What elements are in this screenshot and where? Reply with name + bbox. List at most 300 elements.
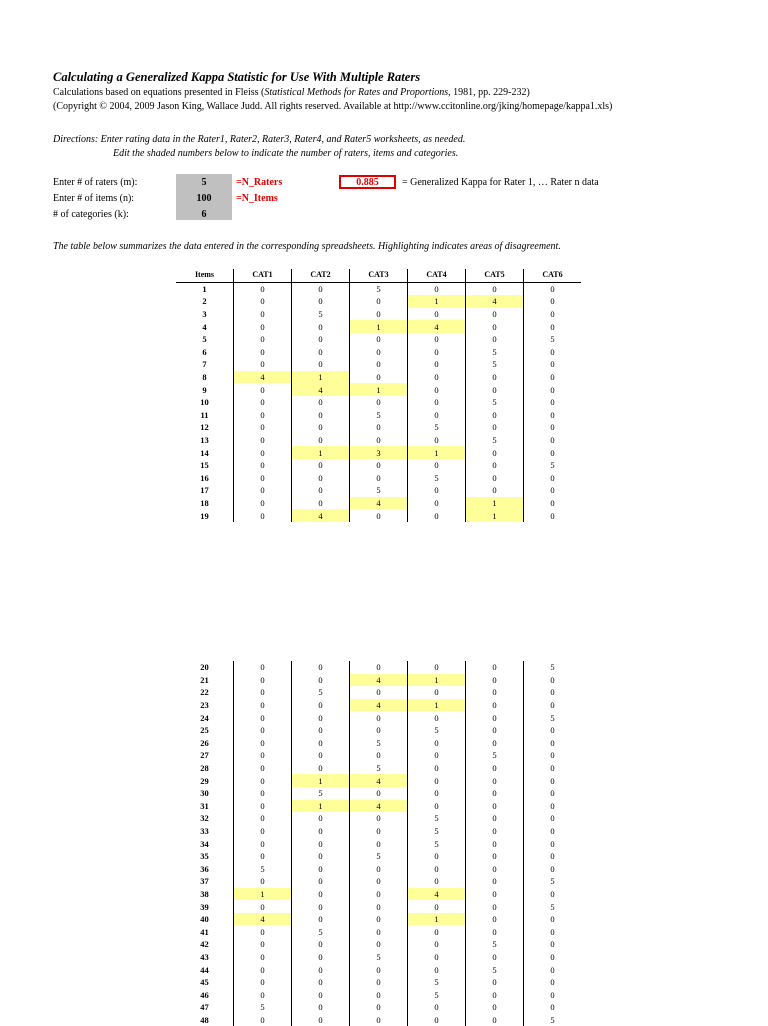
table-row	[176, 938, 581, 951]
cat4-count: 0	[408, 774, 466, 787]
cat6-count: 0	[550, 863, 555, 874]
cat4-count: 0	[408, 459, 466, 472]
cat4-count: 0	[408, 686, 466, 699]
item-number: 21	[176, 674, 234, 687]
cat3-count: 0	[350, 1001, 408, 1014]
cat2-count: 0	[292, 900, 350, 913]
table-row	[176, 282, 581, 295]
cat4-count: 0	[408, 434, 466, 447]
calculation-basis	[53, 87, 530, 98]
cat6-count: 0	[550, 687, 555, 698]
table-row	[176, 800, 581, 813]
cat4-count: 0	[408, 383, 466, 396]
cat4-count: 0	[408, 497, 466, 510]
item-number: 39	[176, 900, 234, 913]
item-number: 2	[176, 295, 234, 308]
cat6-count: 0	[550, 409, 555, 420]
cat6-count: 0	[550, 1002, 555, 1013]
cat3-count: 4	[350, 774, 408, 787]
table-row	[176, 837, 581, 850]
cat3-count: 5	[350, 951, 408, 964]
cat1-count: 0	[234, 938, 292, 951]
cat6-count: 0	[550, 826, 555, 837]
cat1-count: 0	[234, 383, 292, 396]
cat2-count: 0	[292, 737, 350, 750]
cat5-count: 0	[466, 661, 524, 674]
cat1-count: 0	[234, 737, 292, 750]
cat5-count: 0	[466, 472, 524, 485]
cat1-count: 0	[234, 951, 292, 964]
item-number: 27	[176, 749, 234, 762]
cat6-count: 0	[550, 951, 555, 962]
cat2-count: 0	[292, 837, 350, 850]
cat3-count: 4	[350, 497, 408, 510]
item-number: 23	[176, 699, 234, 712]
cat5-count: 0	[466, 446, 524, 459]
item-number: 36	[176, 863, 234, 876]
cat1-count: 0	[234, 774, 292, 787]
categories-label: # of categories (k):	[53, 209, 129, 220]
item-number: 43	[176, 951, 234, 964]
item-number: 22	[176, 686, 234, 699]
cat3-count: 0	[350, 1014, 408, 1026]
cat6-count: 0	[550, 775, 555, 786]
table-row	[176, 320, 581, 333]
table-row	[176, 699, 581, 712]
item-number: 24	[176, 711, 234, 724]
table-row	[176, 963, 581, 976]
cat5-count: 0	[466, 711, 524, 724]
cat3-count: 0	[350, 724, 408, 737]
cat4-count: 0	[408, 900, 466, 913]
cat3-count: 0	[350, 509, 408, 522]
cat3-count: 4	[350, 800, 408, 813]
cat3-count: 5	[350, 762, 408, 775]
cat5-count: 0	[466, 875, 524, 888]
cat6-count: 0	[550, 977, 555, 988]
cat5-count: 0	[466, 900, 524, 913]
item-number: 6	[176, 346, 234, 359]
table-row	[176, 409, 581, 422]
cat2-count: 4	[292, 509, 350, 522]
cat1-count: 0	[234, 434, 292, 447]
cat4-count: 0	[408, 282, 466, 295]
cat6-count: 0	[550, 838, 555, 849]
cat2-count: 0	[292, 850, 350, 863]
cat6-count: 0	[550, 989, 555, 1000]
cat5-count: 5	[466, 346, 524, 359]
table-row	[176, 913, 581, 926]
table-row	[176, 850, 581, 863]
item-number: 17	[176, 484, 234, 497]
cat1-count: 0	[234, 295, 292, 308]
cat3-count: 0	[350, 837, 408, 850]
cat2-count: 0	[292, 863, 350, 876]
directions-line-1: Directions: Enter rating data in the Rater1, Rater2, Rater3, Rater4, and Rater5 worksheets, as needed.	[53, 134, 466, 145]
cat2-count: 0	[292, 888, 350, 901]
item-number: 32	[176, 812, 234, 825]
header-cat1: CAT1	[234, 269, 292, 282]
cat5-count: 0	[466, 308, 524, 321]
cat4-count: 0	[408, 800, 466, 813]
cat3-count: 0	[350, 976, 408, 989]
kappa-description: = Generalized Kappa for Rater 1, … Rater n data	[402, 177, 599, 188]
cat5-count: 0	[466, 787, 524, 800]
cat4-count: 0	[408, 951, 466, 964]
cat2-count: 0	[292, 1001, 350, 1014]
table-row	[176, 497, 581, 510]
table-row	[176, 308, 581, 321]
cat4-count: 0	[408, 711, 466, 724]
item-number: 40	[176, 913, 234, 926]
cat2-count: 0	[292, 875, 350, 888]
cat3-count: 0	[350, 812, 408, 825]
cat1-count: 0	[234, 800, 292, 813]
table-row	[176, 863, 581, 876]
cat6-count: 5	[550, 901, 555, 912]
cat3-count: 0	[350, 711, 408, 724]
cat2-count: 0	[292, 472, 350, 485]
cat6-count: 0	[550, 296, 555, 307]
cat3-count: 0	[350, 825, 408, 838]
copyright-notice: (Copyright © 2004, 2009 Jason King, Wallace Judd. All rights reserved. Available at http://www.ccitonline.org/jking/homepage/kappa1.xls)	[53, 101, 613, 112]
cat4-count: 0	[408, 737, 466, 750]
table-row	[176, 724, 581, 737]
cat2-count: 4	[292, 383, 350, 396]
cat2-count: 0	[292, 320, 350, 333]
cat3-count: 4	[350, 699, 408, 712]
cat5-count: 0	[466, 774, 524, 787]
cat3-count: 5	[350, 409, 408, 422]
item-number: 38	[176, 888, 234, 901]
table-header-row	[176, 269, 581, 282]
cat5-count: 0	[466, 951, 524, 964]
raters-input[interactable]: 5	[201, 177, 207, 188]
item-number: 30	[176, 787, 234, 800]
cat4-count: 0	[408, 749, 466, 762]
cat6-count: 0	[550, 674, 555, 685]
table-row	[176, 346, 581, 359]
cat4-count: 0	[408, 762, 466, 775]
cat2-count: 0	[292, 674, 350, 687]
cat6-count: 0	[550, 939, 555, 950]
cat1-count: 0	[234, 925, 292, 938]
cat5-count: 0	[466, 913, 524, 926]
table-row	[176, 333, 581, 346]
item-number: 34	[176, 837, 234, 850]
table-row	[176, 434, 581, 447]
cat4-count: 1	[408, 295, 466, 308]
cat4-count: 0	[408, 925, 466, 938]
cat6-count: 0	[550, 435, 555, 446]
basis-suffix: , 1981, pp. 229-232)	[448, 87, 530, 98]
cat5-count: 0	[466, 925, 524, 938]
cat3-count: 0	[350, 875, 408, 888]
cat2-count: 0	[292, 951, 350, 964]
cat5-count: 0	[466, 371, 524, 384]
cat1-count: 0	[234, 749, 292, 762]
cat3-count: 0	[350, 358, 408, 371]
cat4-count: 1	[408, 913, 466, 926]
cat3-count: 0	[350, 346, 408, 359]
table-row	[176, 875, 581, 888]
cat1-count: 0	[234, 825, 292, 838]
ratings-table-part-2	[176, 661, 581, 1026]
cat5-count: 4	[466, 295, 524, 308]
cat1-count: 0	[234, 661, 292, 674]
table-row	[176, 774, 581, 787]
cat5-count: 0	[466, 888, 524, 901]
cat3-count: 0	[350, 988, 408, 1001]
cat1-count: 0	[234, 875, 292, 888]
cat2-count: 0	[292, 825, 350, 838]
cat4-count: 5	[408, 837, 466, 850]
table-row	[176, 900, 581, 913]
header-cat6: CAT6	[524, 269, 582, 282]
cat3-count: 1	[350, 320, 408, 333]
cat1-count: 0	[234, 837, 292, 850]
cat1-count: 0	[234, 396, 292, 409]
item-number: 8	[176, 371, 234, 384]
cat5-count: 0	[466, 800, 524, 813]
cat5-count: 0	[466, 762, 524, 775]
item-number: 35	[176, 850, 234, 863]
table-row	[176, 674, 581, 687]
cat3-count: 0	[350, 913, 408, 926]
cat6-count: 0	[550, 851, 555, 862]
cat4-count: 4	[408, 888, 466, 901]
item-number: 13	[176, 434, 234, 447]
cat5-count: 0	[466, 421, 524, 434]
item-number: 15	[176, 459, 234, 472]
item-number: 11	[176, 409, 234, 422]
cat3-count: 0	[350, 686, 408, 699]
cat1-count: 0	[234, 308, 292, 321]
cat2-count: 0	[292, 421, 350, 434]
cat2-count: 0	[292, 699, 350, 712]
cat2-count: 0	[292, 749, 350, 762]
categories-input[interactable]: 6	[201, 209, 207, 220]
cat1-count: 0	[234, 320, 292, 333]
cat4-count: 0	[408, 661, 466, 674]
cat6-count: 0	[550, 309, 555, 320]
cat5-count: 0	[466, 459, 524, 472]
table-row	[176, 925, 581, 938]
table-row	[176, 787, 581, 800]
item-number: 44	[176, 963, 234, 976]
cat3-count: 0	[350, 308, 408, 321]
header-cat4: CAT4	[408, 269, 466, 282]
cat2-count: 0	[292, 282, 350, 295]
table-row	[176, 358, 581, 371]
cat1-count: 0	[234, 333, 292, 346]
cat1-count: 0	[234, 409, 292, 422]
cat2-count: 0	[292, 988, 350, 1001]
table-row	[176, 951, 581, 964]
cat1-count: 0	[234, 509, 292, 522]
item-number: 45	[176, 976, 234, 989]
kappa-value: 0.885	[339, 175, 396, 189]
cat1-count: 0	[234, 963, 292, 976]
cat3-count: 4	[350, 674, 408, 687]
item-number: 12	[176, 421, 234, 434]
cat3-count: 0	[350, 472, 408, 485]
cat5-count: 5	[466, 434, 524, 447]
cat4-count: 0	[408, 1001, 466, 1014]
item-number: 3	[176, 308, 234, 321]
cat4-count: 0	[408, 1014, 466, 1026]
cat6-count: 0	[550, 346, 555, 357]
cat5-count: 5	[466, 938, 524, 951]
cat5-count: 5	[466, 396, 524, 409]
header-cat3: CAT3	[350, 269, 408, 282]
cat3-count: 5	[350, 850, 408, 863]
cat5-count: 5	[466, 358, 524, 371]
cat5-count: 0	[466, 383, 524, 396]
cat5-count: 5	[466, 749, 524, 762]
cat2-count: 0	[292, 295, 350, 308]
table-row	[176, 472, 581, 485]
cat2-count: 5	[292, 308, 350, 321]
item-number: 20	[176, 661, 234, 674]
cat5-count: 0	[466, 699, 524, 712]
cat2-count: 0	[292, 976, 350, 989]
item-number: 41	[176, 925, 234, 938]
cat1-count: 1	[234, 888, 292, 901]
table-row	[176, 737, 581, 750]
cat5-count: 1	[466, 509, 524, 522]
cat6-count: 0	[550, 283, 555, 294]
cat2-count: 1	[292, 800, 350, 813]
table-row	[176, 1001, 581, 1014]
table-row	[176, 825, 581, 838]
cat1-count: 0	[234, 1014, 292, 1026]
cat1-count: 0	[234, 900, 292, 913]
cat4-count: 0	[408, 963, 466, 976]
cat4-count: 0	[408, 308, 466, 321]
item-number: 37	[176, 875, 234, 888]
cat1-count: 0	[234, 699, 292, 712]
cat1-count: 0	[234, 724, 292, 737]
cat4-count: 0	[408, 346, 466, 359]
cat4-count: 0	[408, 333, 466, 346]
cat1-count: 0	[234, 421, 292, 434]
cat4-count: 0	[408, 409, 466, 422]
cat5-count: 0	[466, 282, 524, 295]
cat4-count: 5	[408, 724, 466, 737]
cat4-count: 0	[408, 509, 466, 522]
cat4-count: 0	[408, 938, 466, 951]
page-title: Calculating a Generalized Kappa Statistic for Use With Multiple Raters	[53, 70, 421, 84]
cat1-count: 0	[234, 976, 292, 989]
cat6-count: 0	[550, 737, 555, 748]
cat3-count: 0	[350, 396, 408, 409]
item-number: 10	[176, 396, 234, 409]
table-row	[176, 1014, 581, 1026]
header-items: Items	[176, 269, 234, 282]
cat2-count: 1	[292, 371, 350, 384]
table-row	[176, 396, 581, 409]
item-number: 33	[176, 825, 234, 838]
cat4-count: 4	[408, 320, 466, 333]
item-number: 48	[176, 1014, 234, 1026]
cat6-count: 0	[550, 800, 555, 811]
cat4-count: 0	[408, 787, 466, 800]
cat1-count: 4	[234, 371, 292, 384]
cat1-count: 0	[234, 484, 292, 497]
cat4-count: 0	[408, 863, 466, 876]
cat1-count: 0	[234, 497, 292, 510]
cat3-count: 5	[350, 282, 408, 295]
item-number: 9	[176, 383, 234, 396]
cat6-count: 0	[550, 472, 555, 483]
cat2-count: 0	[292, 661, 350, 674]
cat1-count: 0	[234, 812, 292, 825]
items-range-name: =N_Items	[236, 193, 278, 204]
cat3-count: 0	[350, 295, 408, 308]
cat3-count: 0	[350, 459, 408, 472]
table-row	[176, 509, 581, 522]
cat4-count: 0	[408, 358, 466, 371]
cat2-count: 0	[292, 724, 350, 737]
cat5-count: 0	[466, 484, 524, 497]
cat1-count: 0	[234, 459, 292, 472]
item-number: 4	[176, 320, 234, 333]
table-row	[176, 446, 581, 459]
cat1-count: 0	[234, 346, 292, 359]
table-row	[176, 711, 581, 724]
cat6-count: 0	[550, 750, 555, 761]
cat6-count: 0	[550, 888, 555, 899]
table-row	[176, 762, 581, 775]
cat2-count: 0	[292, 711, 350, 724]
cat5-count: 5	[466, 963, 524, 976]
cat4-count: 5	[408, 976, 466, 989]
cat1-count: 0	[234, 686, 292, 699]
item-number: 26	[176, 737, 234, 750]
basis-prefix: Calculations based on equations presented in Fleiss (	[53, 87, 265, 98]
table-row	[176, 888, 581, 901]
cat6-count: 5	[550, 712, 555, 723]
item-number: 14	[176, 446, 234, 459]
raters-range-name: =N_Raters	[236, 177, 283, 188]
cat6-count: 5	[550, 334, 555, 345]
item-number: 5	[176, 333, 234, 346]
cat2-count: 0	[292, 497, 350, 510]
cat3-count: 0	[350, 421, 408, 434]
cat5-count: 0	[466, 837, 524, 850]
cat5-count: 0	[466, 812, 524, 825]
cat2-count: 0	[292, 484, 350, 497]
cat3-count: 0	[350, 661, 408, 674]
items-input[interactable]: 100	[196, 193, 212, 204]
cat5-count: 0	[466, 988, 524, 1001]
item-number: 47	[176, 1001, 234, 1014]
cat6-count: 0	[550, 485, 555, 496]
cat6-count: 0	[550, 914, 555, 925]
cat3-count: 0	[350, 900, 408, 913]
directions-line-2: Edit the shaded numbers below to indicate the number of raters, items and categories.	[113, 148, 459, 159]
cat3-count: 0	[350, 888, 408, 901]
cat2-count: 5	[292, 925, 350, 938]
table-row	[176, 749, 581, 762]
cat2-count: 0	[292, 913, 350, 926]
cat3-count: 0	[350, 333, 408, 346]
cat5-count: 0	[466, 674, 524, 687]
cat5-count: 1	[466, 497, 524, 510]
cat3-count: 5	[350, 484, 408, 497]
cat4-count: 5	[408, 472, 466, 485]
